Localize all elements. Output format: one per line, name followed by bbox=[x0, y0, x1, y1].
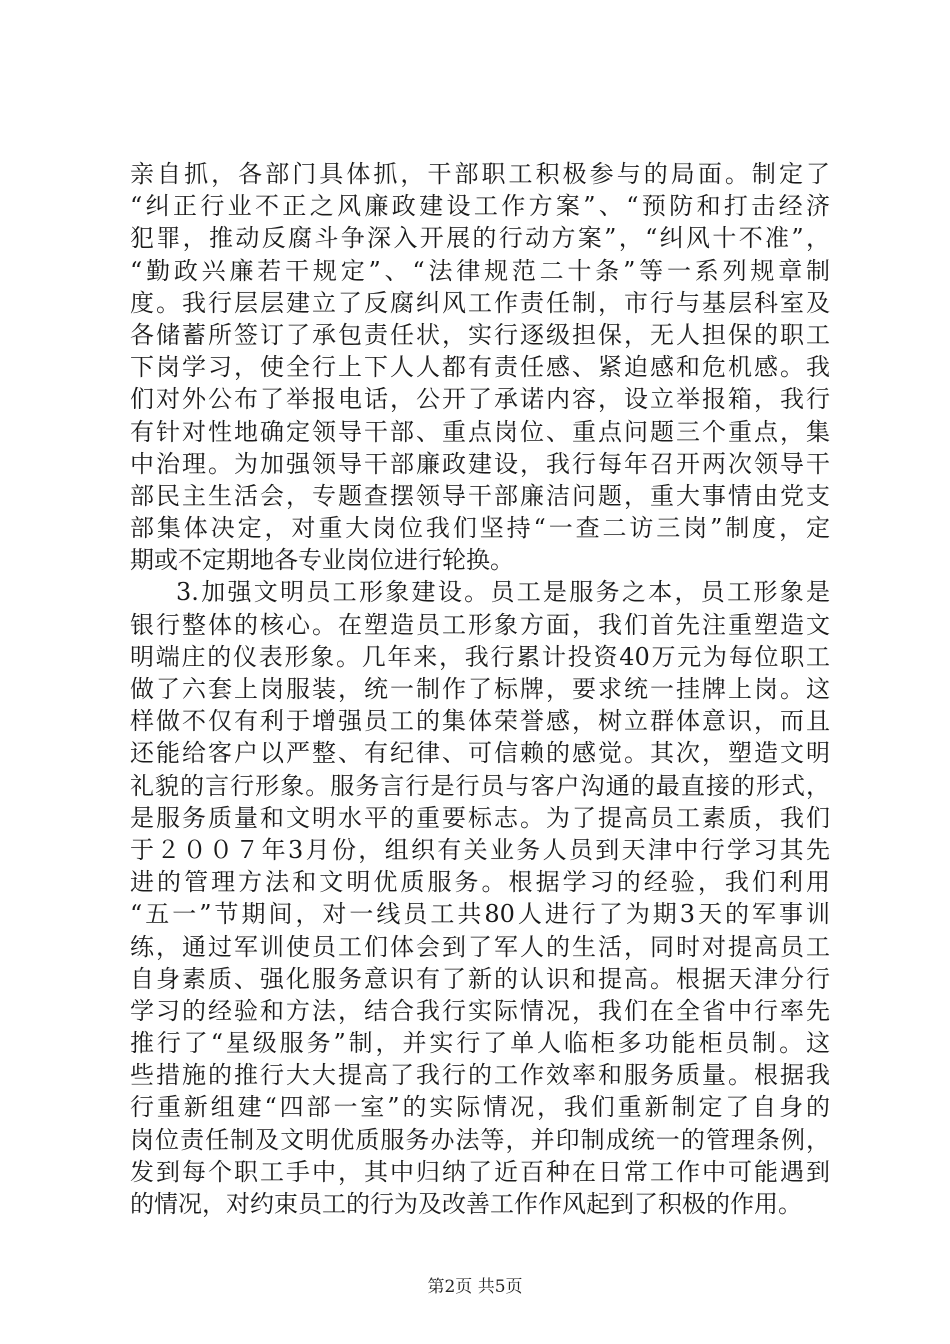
paragraph-line: “纠正行业不正之风廉政建设工作方案”、“预防和打击经济 bbox=[130, 192, 830, 221]
paragraph-line: “勤政兴廉若干规定”、“法律规范二十条”等一系列规章制 bbox=[130, 256, 830, 285]
paragraph-line: 们对外公布了举报电话，公开了承诺内容，设立举报箱，我行 bbox=[130, 385, 830, 414]
paragraph-line: 做了六套上岗服装，统一制作了标牌，要求统一挂牌上岗。这 bbox=[130, 675, 830, 703]
paragraph-line: 礼貌的言行形象。服务言行是行员与客户沟通的最直接的形式， bbox=[130, 771, 830, 800]
document-body bbox=[130, 158, 830, 1220]
paragraph-line: 练，通过军训使员工们体会到了军人的生活，同时对提高员工 bbox=[130, 932, 830, 961]
paragraph-line: 下岗学习，使全行上下人人都有责任感、紧迫感和危机感。我 bbox=[130, 353, 830, 382]
paragraph-line: 于２００７年3月份，组织有关业务人员到天津中行学习其先 bbox=[130, 835, 830, 864]
paragraph-line: 部集体决定，对重大岗位我们坚持“一查二访三岗”制度，定 bbox=[130, 514, 830, 543]
paragraph-line: 3.加强文明员工形象建设。员工是服务之本，员工形象是 bbox=[176, 578, 830, 607]
paragraph-line: 有针对性地确定领导干部、重点岗位、重点问题三个重点，集 bbox=[130, 417, 830, 446]
paragraph-line: 是服务质量和文明水平的重要标志。为了提高员工素质，我们 bbox=[130, 803, 830, 832]
paragraph-line: 学习的经验和方法，结合我行实际情况，我们在全省中行率先 bbox=[130, 996, 830, 1025]
paragraph-line: 亲自抓，各部门具体抓，干部职工积极参与的局面。制定了 bbox=[130, 160, 830, 188]
paragraph-line: 期或不定期地各专业岗位进行轮换。 bbox=[130, 546, 514, 575]
paragraph-line: 部民主生活会，专题查摆领导干部廉洁问题，重大事情由党支 bbox=[130, 481, 830, 510]
paragraph-line: 犯罪，推动反腐斗争深入开展的行动方案”，“纠风十不准”， bbox=[130, 224, 830, 253]
paragraph-line: 样做不仅有利于增强员工的集体荣誉感，树立群体意识，而且 bbox=[130, 707, 830, 736]
page-footer: 第2页 共5页 bbox=[427, 1277, 523, 1297]
paragraph-line: 度。我行层层建立了反腐纠风工作责任制，市行与基层科室及 bbox=[130, 288, 830, 317]
paragraph-line: 推行了“星级服务”制，并实行了单人临柜多功能柜员制。这 bbox=[130, 1029, 830, 1058]
paragraph-line: 的情况，对约束员工的行为及改善工作作风起到了积极的作用。 bbox=[130, 1190, 802, 1218]
paragraph-line: 发到每个职工手中，其中归纳了近百种在日常工作中可能遇到 bbox=[130, 1157, 830, 1186]
paragraph-line: 自身素质、强化服务意识有了新的认识和提高。根据天津分行 bbox=[130, 964, 830, 993]
paragraph-line: “五一”节期间，对一线员工共80人进行了为期3天的军事训 bbox=[130, 900, 830, 929]
paragraph-line: 明端庄的仪表形象。几年来，我行累计投资40万元为每位职工 bbox=[130, 642, 830, 671]
paragraph-line: 银行整体的核心。在塑造员工形象方面，我们首先注重塑造文 bbox=[130, 610, 830, 639]
paragraph-line: 行重新组建“四部一室”的实际情况，我们重新制定了自身的 bbox=[130, 1093, 830, 1122]
paragraph-line: 岗位责任制及文明优质服务办法等，并印制成统一的管理条例， bbox=[130, 1125, 830, 1154]
paragraph-line: 还能给客户以严整、有纪律、可信赖的感觉。其次，塑造文明 bbox=[130, 739, 830, 768]
paragraph-line: 各储蓄所签订了承包责任状，实行逐级担保，无人担保的职工 bbox=[130, 320, 830, 349]
paragraph-line: 中治理。为加强领导干部廉政建设，我行每年召开两次领导干 bbox=[130, 449, 830, 478]
paragraph-line: 些措施的推行大大提高了我行的工作效率和服务质量。根据我 bbox=[130, 1061, 830, 1090]
paragraph-line: 进的管理方法和文明优质服务。根据学习的经验，我们利用 bbox=[130, 868, 830, 897]
